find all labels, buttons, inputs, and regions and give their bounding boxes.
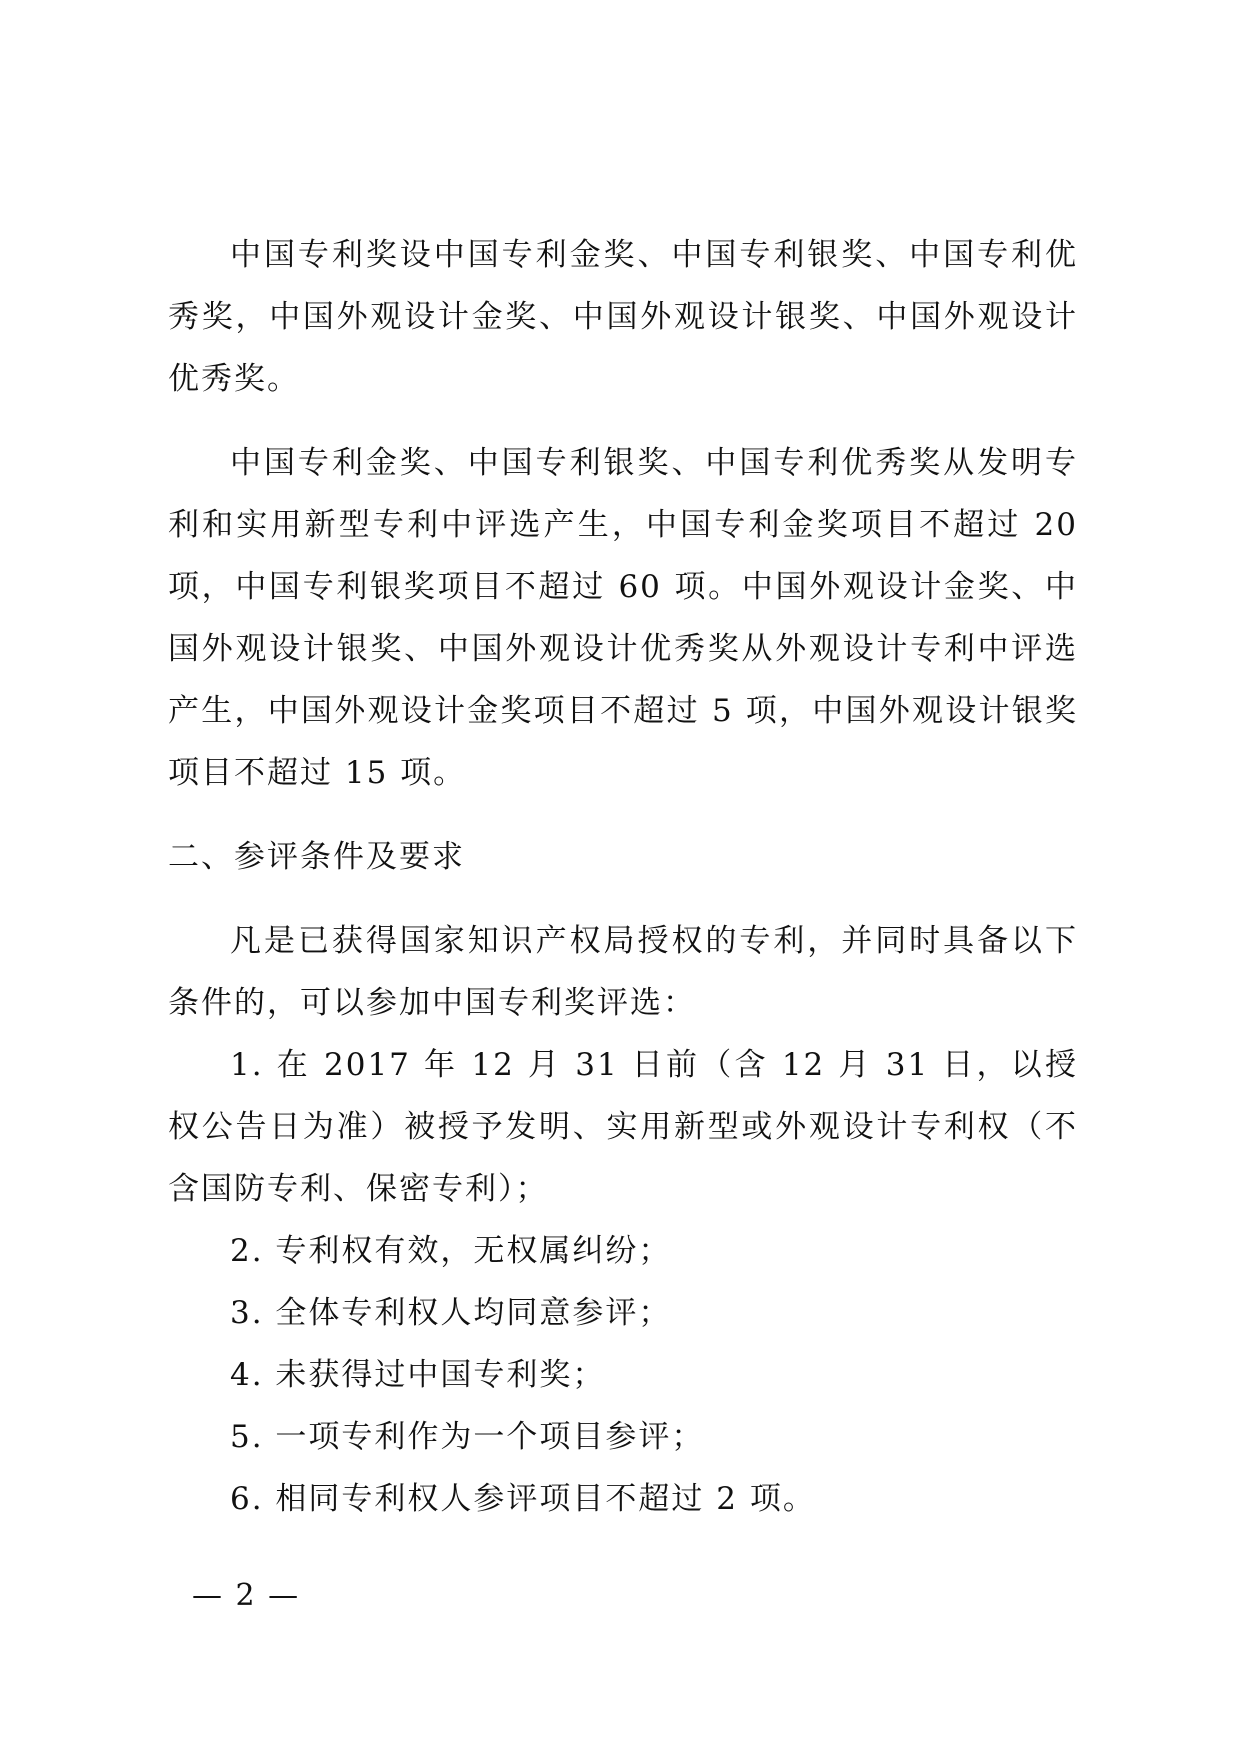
condition-item-2: 2. 专利权有效，无权属纠纷； <box>230 1233 672 1269</box>
condition-item-5: 5. 一项专利作为一个项目参评； <box>230 1419 705 1455</box>
paragraph-award-categories: 中国专利奖设中国专利金奖、中国专利银奖、中国专利优秀奖，中国外观设计金奖、中国外观设计银奖、中国外观设计优秀奖。 <box>168 237 1078 397</box>
section-heading: 二、参评条件及要求 <box>168 839 465 875</box>
document-body <box>168 224 1078 1530</box>
paragraph-award-quotas: 中国专利金奖、中国专利银奖、中国专利优秀奖从发明专利和实用新型专利中评选产生，中国专利金奖项目不超过 20 项，中国专利银奖项目不超过 60 项。中国外观设计金奖、中国外观设计银奖、中国外观设计优秀奖从外观设计专利中评选产生，中国外观设计金奖项目不超过 5 项，中国外观设计银奖项目不超过 15 项。 <box>168 445 1078 791</box>
paragraph-eligibility-intro: 凡是已获得国家知识产权局授权的专利，并同时具备以下条件的，可以参加中国专利奖评选： <box>168 923 1078 1021</box>
condition-item-1: 1. 在 2017 年 12 月 31 日前（含 12 月 31 日，以授权公告日为准）被授予发明、实用新型或外观设计专利权（不含国防专利、保密专利）； <box>168 1047 1078 1207</box>
condition-item-4: 4. 未获得过中国专利奖； <box>230 1357 606 1393</box>
page-number: — 2 — <box>192 1578 301 1613</box>
condition-item-6: 6. 相同专利权人参评项目不超过 2 项。 <box>230 1481 816 1517</box>
condition-item-3: 3. 全体专利权人均同意参评； <box>230 1295 672 1331</box>
